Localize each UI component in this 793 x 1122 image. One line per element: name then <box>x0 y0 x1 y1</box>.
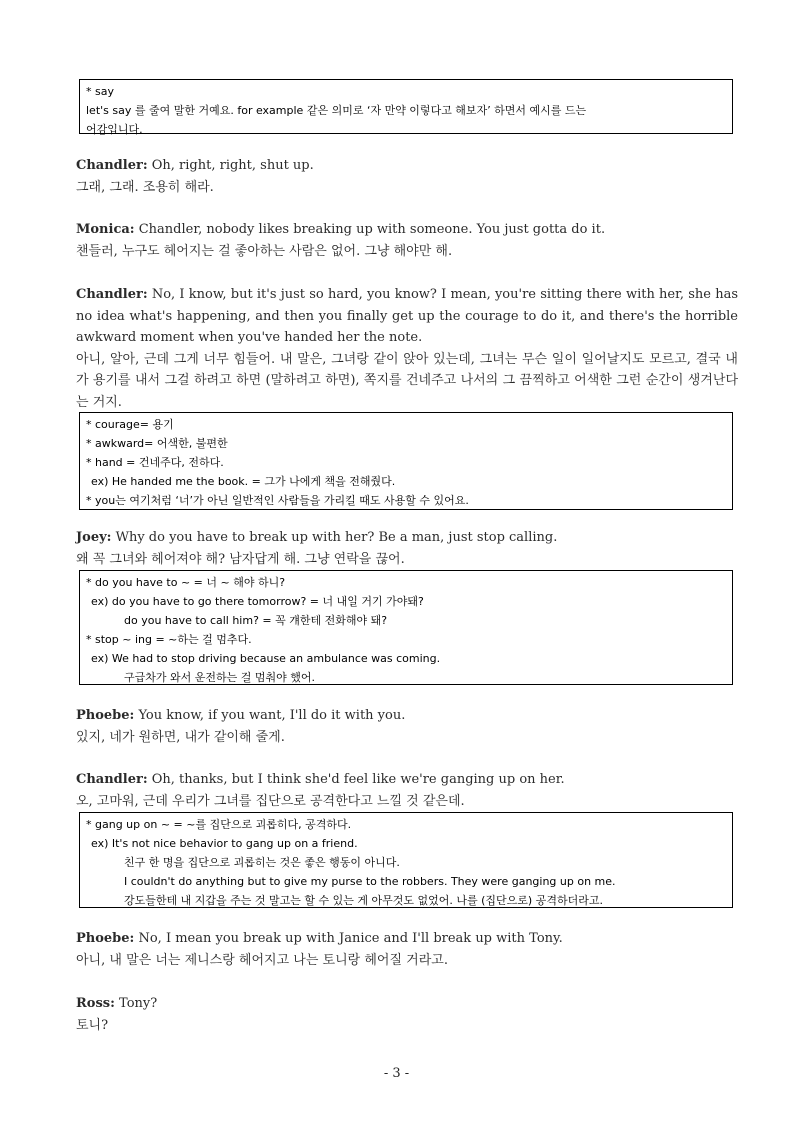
korean-translation: 오, 고마워, 근데 우리가 그녀를 집단으로 공격한다고 느낄 것 같은데. <box>76 793 465 809</box>
note-line: * courage= 용기 <box>86 418 174 431</box>
english-line: Chandler, nobody likes breaking up with someone. You just gotta do it. <box>134 222 606 237</box>
dialogue-english <box>76 928 738 950</box>
english-line: You know, if you want, I'll do it with you. <box>134 708 406 723</box>
korean-translation: 아니, 내 말은 너는 제니스랑 헤어지고 나는 토니랑 헤어질 거라고. <box>76 952 448 968</box>
english-line: No, I mean you break up with Janice and I'll break up with Tony. <box>134 931 563 946</box>
note-box-gang-up <box>79 812 733 908</box>
note-line: 강도들한테 내 지갑을 주는 것 말고는 할 수 있는 게 아무것도 없었어. 나를 (집단으로) 공격하더라고. <box>124 894 603 907</box>
dialogue-chandler-1 <box>76 155 738 198</box>
dialogue-joey <box>76 527 738 570</box>
dialogue-english <box>76 219 738 241</box>
dialogue-chandler-3 <box>76 769 738 812</box>
note-line: 어감입니다. <box>86 123 143 136</box>
dialogue-chandler-2 <box>76 284 738 413</box>
note-line: ex) do you have to go there tomorrow? = 너 내일 거기 가야돼? <box>91 595 424 608</box>
dialogue-english <box>76 284 738 349</box>
note-box-say <box>79 79 733 134</box>
note-line: * say <box>86 85 114 98</box>
note-line: * awkward= 어색한, 불편한 <box>86 437 228 450</box>
speaker-name: Ross: <box>76 996 115 1011</box>
speaker-name: Chandler: <box>76 772 148 787</box>
english-line: Why do you have to break up with her? Be a man, just stop calling. <box>111 530 558 545</box>
note-line: * gang up on ~ = ~를 집단으로 괴롭히다, 공격하다. <box>86 818 352 831</box>
speaker-name: Phoebe: <box>76 931 135 946</box>
dialogue-english <box>76 769 738 791</box>
dialogue-english <box>76 705 738 727</box>
note-line: * stop ~ ing = ~하는 걸 멈추다. <box>86 633 252 646</box>
korean-translation: 왜 꼭 그녀와 헤어져야 해? 남자답게 해. 그냥 연락을 끊어. <box>76 551 405 567</box>
dialogue-phoebe-2 <box>76 928 738 971</box>
dialogue-phoebe-1 <box>76 705 738 748</box>
dialogue-monica <box>76 219 738 262</box>
dialogue-english <box>76 527 738 549</box>
note-line: I couldn't do anything but to give my purse to the robbers. They were ganging up on me. <box>124 875 616 888</box>
korean-translation: 그래, 그래. 조용히 해라. <box>76 179 214 195</box>
note-box-have-to <box>79 570 733 685</box>
dialogue-english <box>76 993 738 1015</box>
speaker-name: Monica: <box>76 222 135 237</box>
note-line: * hand = 건네주다, 전하다. <box>86 456 224 469</box>
note-line: let's say 를 줄여 말한 거예요. for example 같은 의미로 ‘자 만약 이렇다고 해보자’ 하면서 예시를 드는 <box>86 104 587 117</box>
note-box-courage <box>79 412 733 510</box>
dialogue-english <box>76 155 738 177</box>
korean-translation: 토니? <box>76 1017 109 1033</box>
speaker-name: Chandler: <box>76 287 148 302</box>
page-number: - 3 - <box>383 1066 410 1081</box>
korean-translation: 있지, 네가 원하면, 내가 같이해 줄게. <box>76 729 285 745</box>
korean-translation: 아니, 알아, 근데 그게 너무 힘들어. 내 말은, 그녀랑 같이 앉아 있는데, 그녀는 무슨 일이 일어날지도 모르고, 결국 내가 용기를 내서 그걸 하려고 하면 (말하려고 하면), 쪽지를 건네주고 나서의 그 끔찍하고 어색한 그런 순간이 생겨난다는 거지. <box>76 351 738 410</box>
note-line: * you는 여기처럼 ‘너’가 아닌 일반적인 사람들을 가리킬 때도 사용할 수 있어요. <box>86 494 469 507</box>
english-line: Tony? <box>114 996 158 1011</box>
note-line: * do you have to ~ = 너 ~ 해야 하니? <box>86 576 286 589</box>
english-line: No, I know, but it's just so hard, you know? I mean, you're sitting there with her, she has no idea what's happening, and then you finally get up the courage to do it, and there's the horrible awkward moment when you've handed her the note. <box>76 287 738 345</box>
speaker-name: Chandler: <box>76 158 148 173</box>
korean-translation: 챈들러, 누구도 헤어지는 걸 좋아하는 사람은 없어. 그냥 해야만 해. <box>76 243 453 259</box>
speaker-name: Joey: <box>76 530 112 545</box>
note-line: ex) We had to stop driving because an ambulance was coming. <box>91 652 441 665</box>
note-line: ex) He handed me the book. = 그가 나에게 책을 전해줬다. <box>91 475 396 488</box>
note-line: do you have to call him? = 꼭 걔한테 전화해야 돼? <box>124 614 388 627</box>
dialogue-ross <box>76 993 738 1036</box>
note-line: 친구 한 명을 집단으로 괴롭히는 것은 좋은 행동이 아니다. <box>124 856 400 869</box>
note-line: 구급차가 와서 운전하는 걸 멈춰야 했어. <box>124 671 315 684</box>
note-line: ex) It's not nice behavior to gang up on a friend. <box>91 837 358 850</box>
speaker-name: Phoebe: <box>76 708 135 723</box>
english-line: Oh, thanks, but I think she'd feel like we're ganging up on her. <box>147 772 565 787</box>
english-line: Oh, right, right, shut up. <box>147 158 314 173</box>
